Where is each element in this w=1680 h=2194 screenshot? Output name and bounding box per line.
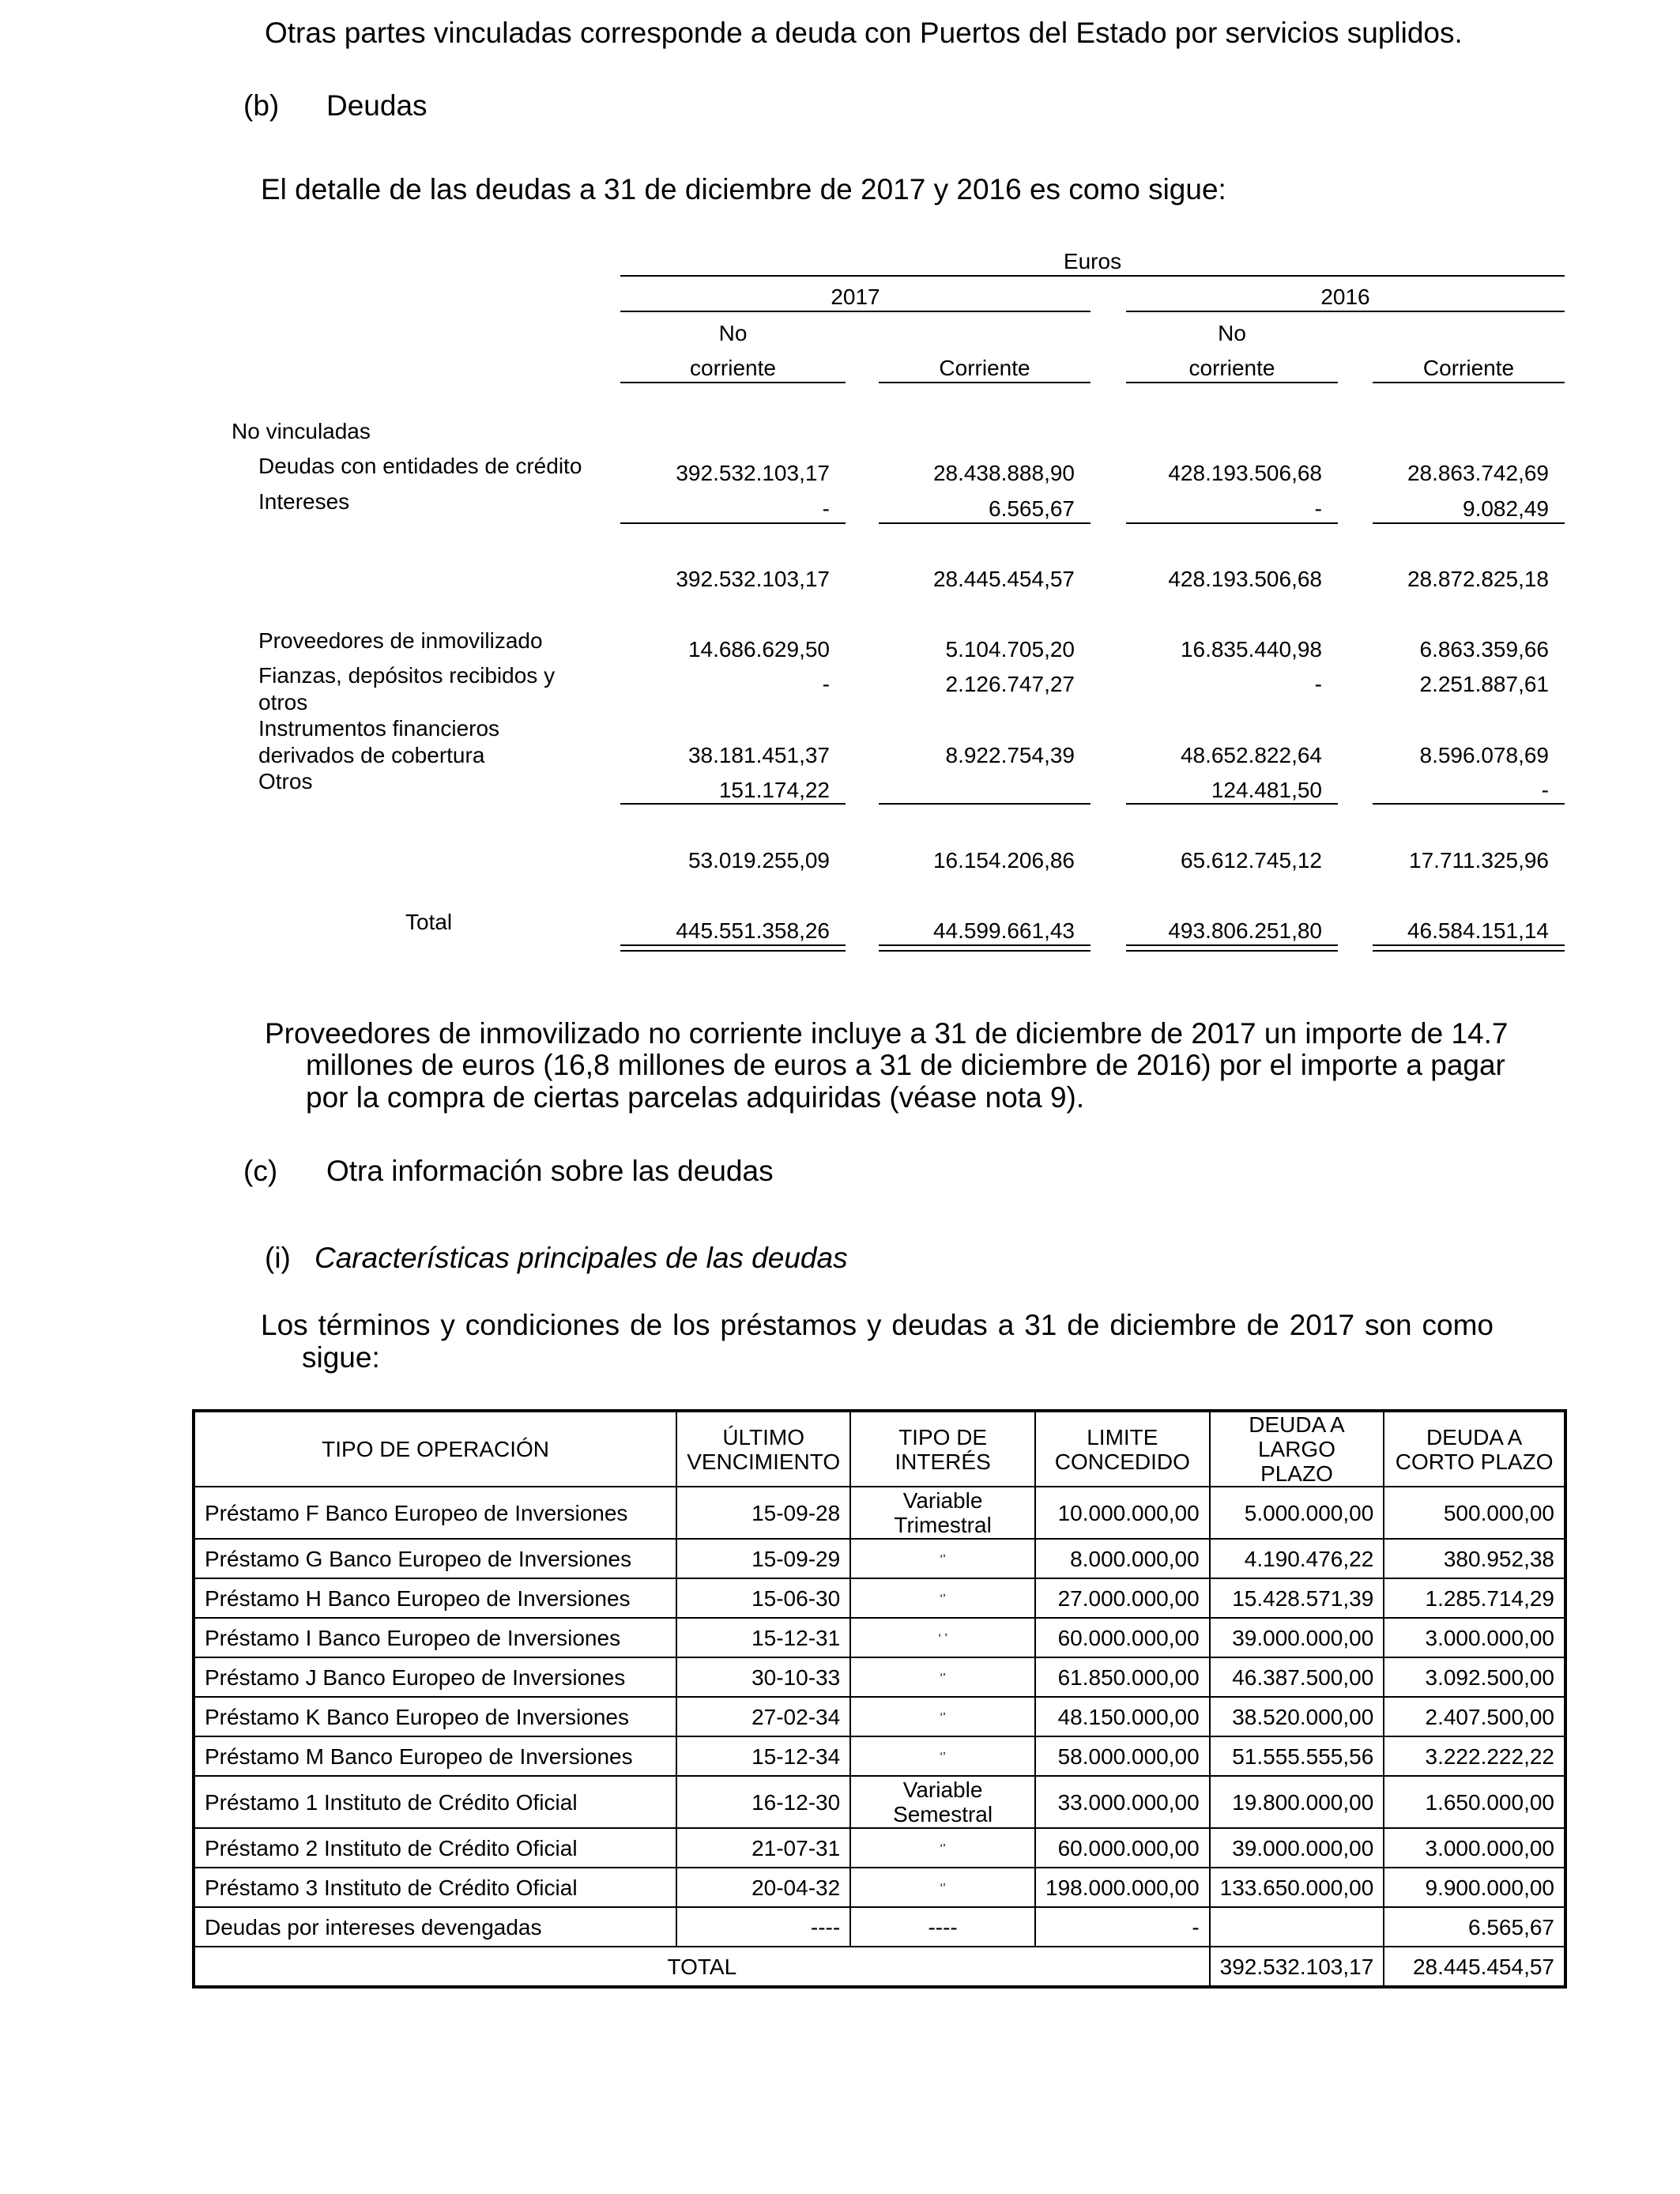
total-value: 493.806.251,80 [1168, 918, 1322, 943]
limit-cell: 33.000.000,00 [1035, 1776, 1210, 1828]
header-text: TIPO DE OPERACIÓN [322, 1437, 549, 1461]
maturity-cell: 15-12-34 [676, 1736, 850, 1776]
section-b-title: Deudas [326, 89, 428, 122]
short-term-cell: 500.000,00 [1384, 1487, 1565, 1539]
subtotal-value: 65.612.745,12 [1180, 848, 1322, 873]
row-value: 8.596.078,69 [1419, 743, 1549, 767]
table-row [194, 1657, 1565, 1697]
divider [620, 803, 846, 805]
operation-cell: Deudas por intereses devengadas [194, 1907, 676, 1947]
table-total-row [194, 1947, 1565, 1987]
row-value: 2.251.887,61 [1419, 672, 1549, 696]
operation-cell: Préstamo J Banco Europeo de Inversiones [194, 1657, 676, 1697]
limit-cell: 10.000.000,00 [1035, 1487, 1210, 1539]
interest-type-text: Variable [902, 1488, 983, 1513]
divider [879, 382, 1090, 383]
long-term-cell: 38.520.000,00 [1210, 1697, 1384, 1736]
limit-cell: 27.000.000,00 [1035, 1578, 1210, 1618]
short-term-cell: 3.222.222,22 [1384, 1736, 1565, 1776]
year-header-2016: 2016 [1320, 285, 1370, 309]
row-value: 28.863.742,69 [1407, 461, 1549, 485]
long-term-cell: 39.000.000,00 [1210, 1618, 1384, 1657]
double-underline [1126, 944, 1338, 952]
header-deuda-corto-plazo [1384, 1411, 1565, 1487]
row-value: 151.174,22 [718, 778, 830, 802]
operation-cell: Préstamo I Banco Europeo de Inversiones [194, 1618, 676, 1657]
interest-type-text: ‘’ [940, 1671, 946, 1685]
short-term-cell: 3.092.500,00 [1384, 1657, 1565, 1697]
long-term-cell: 15.428.571,39 [1210, 1578, 1384, 1618]
subtotal-value: 17.711.325,96 [1409, 848, 1549, 873]
interest-type-cell [850, 1776, 1035, 1828]
row-value: 392.532.103,17 [676, 461, 830, 485]
short-term-cell: 1.285.714,29 [1384, 1578, 1565, 1618]
total-largo-plazo: 392.532.103,17 [1210, 1947, 1384, 1987]
total-value: 46.584.151,14 [1407, 918, 1549, 943]
operation-cell: Préstamo F Banco Europeo de Inversiones [194, 1487, 676, 1539]
row-value: 5.104.705,20 [945, 637, 1075, 662]
interest-type-cell [850, 1578, 1035, 1618]
subtotal-value: 16.154.206,86 [932, 848, 1075, 873]
header-text: INTERÉS [895, 1449, 991, 1474]
interest-type-text: ‘’ [940, 1750, 946, 1764]
row-value: - [1314, 496, 1322, 521]
unit-header: Euros [1063, 249, 1122, 273]
subtotal-value: 28.445.454,57 [932, 567, 1075, 591]
maturity-cell: 20-04-32 [676, 1868, 850, 1907]
header-text: TIPO DE [898, 1424, 988, 1449]
short-term-cell: 9.900.000,00 [1384, 1868, 1565, 1907]
maturity-cell: 15-09-28 [676, 1487, 850, 1539]
long-term-cell: 4.190.476,22 [1210, 1539, 1384, 1578]
short-term-cell: 1.650.000,00 [1384, 1776, 1565, 1828]
interest-type-text: ‘’ [940, 1842, 946, 1856]
operation-cell: Préstamo 1 Instituto de Crédito Oficial [194, 1776, 676, 1828]
row-label: Proveedores de inmovilizado [258, 628, 543, 653]
maturity-cell: 27-02-34 [676, 1697, 850, 1736]
row-value: 38.181.451,37 [687, 743, 830, 767]
divider [879, 522, 1090, 524]
interest-type-text: ---- [928, 1914, 958, 1940]
total-label: Total [405, 910, 453, 934]
table-row [194, 1578, 1565, 1618]
col-header-line1: No [1218, 321, 1246, 345]
col-header-line2: Corriente [939, 356, 1030, 380]
note-line-1: Proveedores de inmovilizado no corriente incluye a 31 de diciembre de 2017 un importe de 14.7 [265, 1017, 1509, 1050]
table-row [194, 1907, 1565, 1947]
terms-intro-line-1: Los términos y condiciones de los préstamos y deudas a 31 de diciembre de 2017 son como [261, 1309, 1494, 1341]
short-term-cell: 3.000.000,00 [1384, 1618, 1565, 1657]
interest-type-text: ‘’ [940, 1881, 946, 1895]
interest-type-cell [850, 1736, 1035, 1776]
row-label: Instrumentos financieros [258, 716, 500, 741]
header-ultimo-vencimiento [676, 1411, 850, 1487]
interest-type-cell [850, 1868, 1035, 1907]
loan-terms-table [192, 1409, 1567, 1989]
note-line-2: millones de euros (16,8 millones de euros a 31 de diciembre de 2016) por el importe a pagar [306, 1049, 1505, 1081]
interest-type-cell [850, 1828, 1035, 1868]
divider [620, 522, 846, 524]
subtotal-value: 28.872.825,18 [1407, 567, 1549, 591]
header-text: VENCIMIENTO [687, 1449, 841, 1474]
section-c-marker: (c) [243, 1155, 278, 1187]
maturity-cell: ---- [676, 1907, 850, 1947]
interest-type-cell [850, 1618, 1035, 1657]
header-deuda-largo-plazo [1210, 1411, 1384, 1487]
short-term-cell: 6.565,67 [1384, 1907, 1565, 1947]
long-term-cell: 19.800.000,00 [1210, 1776, 1384, 1828]
limit-cell: 61.850.000,00 [1035, 1657, 1210, 1697]
limit-cell: 198.000.000,00 [1035, 1868, 1210, 1907]
maturity-cell: 30-10-33 [676, 1657, 850, 1697]
header-limite-concedido [1035, 1411, 1210, 1487]
interest-type-text: ‘’ [940, 1592, 946, 1606]
short-term-cell: 2.407.500,00 [1384, 1697, 1565, 1736]
divider [1126, 311, 1565, 312]
divider [620, 311, 1090, 312]
row-value: 6.863.359,66 [1419, 637, 1549, 662]
year-header-2017: 2017 [831, 285, 880, 309]
divider [620, 382, 846, 383]
terms-intro-line-2: sigue: [302, 1341, 380, 1374]
maturity-cell: 15-09-29 [676, 1539, 850, 1578]
header-text: DEUDA A [1426, 1424, 1523, 1449]
limit-cell: 48.150.000,00 [1035, 1697, 1210, 1736]
subtotal-value: 392.532.103,17 [676, 567, 830, 591]
divider [1126, 803, 1338, 805]
row-value: - [822, 496, 830, 521]
interest-type-cell [850, 1487, 1035, 1539]
interest-type-text: Variable [902, 1777, 983, 1802]
divider [1126, 522, 1338, 524]
limit-cell: 60.000.000,00 [1035, 1828, 1210, 1868]
col-header-line2: corriente [690, 356, 776, 380]
interest-type-text: Semestral [893, 1802, 993, 1826]
table-row [194, 1776, 1565, 1828]
double-underline [1373, 944, 1565, 952]
table-row [194, 1736, 1565, 1776]
subtotal-value: 428.193.506,68 [1168, 567, 1322, 591]
long-term-cell: 5.000.000,00 [1210, 1487, 1384, 1539]
interest-type-cell [850, 1697, 1035, 1736]
double-underline [620, 944, 846, 952]
subsection-i-title: Características principales de las deudas [315, 1242, 848, 1274]
row-label: Intereses [258, 489, 350, 514]
table-row [194, 1539, 1565, 1578]
col-header-line2: corriente [1188, 356, 1275, 380]
header-text: LARGO PLAZO [1257, 1437, 1335, 1486]
maturity-cell: 15-12-31 [676, 1618, 850, 1657]
operation-cell: Préstamo M Banco Europeo de Inversiones [194, 1736, 676, 1776]
row-value: - [822, 672, 830, 696]
row-value: 48.652.822,64 [1180, 743, 1322, 767]
limit-cell: 8.000.000,00 [1035, 1539, 1210, 1578]
header-tipo-interes [850, 1411, 1035, 1487]
section-b-marker: (b) [243, 89, 280, 122]
group-label: No vinculadas [232, 419, 371, 443]
intro-text: Otras partes vinculadas corresponde a deuda con Puertos del Estado por servicios suplidos. [265, 17, 1463, 49]
interest-type-cell [850, 1539, 1035, 1578]
header-text: ÚLTIMO [722, 1424, 805, 1449]
row-value: 428.193.506,68 [1168, 461, 1322, 485]
divider [879, 803, 1090, 805]
short-term-cell: 380.952,38 [1384, 1539, 1565, 1578]
divider [1373, 522, 1565, 524]
col-header-line2: Corriente [1422, 356, 1515, 380]
divider [1373, 803, 1565, 805]
row-value: 9.082,49 [1463, 496, 1549, 521]
long-term-cell: 51.555.555,56 [1210, 1736, 1384, 1776]
row-label: Deudas con entidades de crédito [258, 454, 582, 478]
divider [1126, 382, 1338, 383]
note-line-3: por la compra de ciertas parcelas adquiridas (véase nota 9). [306, 1081, 1085, 1114]
limit-cell: 60.000.000,00 [1035, 1618, 1210, 1657]
interest-type-cell [850, 1657, 1035, 1697]
total-value: 445.551.358,26 [676, 918, 830, 943]
row-value: - [1314, 672, 1322, 696]
row-value: 16.835.440,98 [1180, 637, 1322, 662]
divider [1373, 382, 1565, 383]
subtotal-value: 53.019.255,09 [687, 848, 830, 873]
operation-cell: Préstamo 2 Instituto de Crédito Oficial [194, 1828, 676, 1868]
total-value: 44.599.661,43 [932, 918, 1075, 943]
long-term-cell: 39.000.000,00 [1210, 1828, 1384, 1868]
table-row [194, 1868, 1565, 1907]
subsection-i-marker: (i) [265, 1242, 291, 1274]
maturity-cell: 21-07-31 [676, 1828, 850, 1868]
operation-cell: Préstamo K Banco Europeo de Inversiones [194, 1697, 676, 1736]
interest-type-text: ‘ ’ [938, 1631, 947, 1646]
interest-type-text: ‘’ [940, 1552, 946, 1566]
header-text: LIMITE [1087, 1424, 1158, 1449]
long-term-cell [1210, 1907, 1384, 1947]
long-term-cell: 133.650.000,00 [1210, 1868, 1384, 1907]
maturity-cell: 15-06-30 [676, 1578, 850, 1618]
interest-type-cell [850, 1907, 1035, 1947]
row-value: 28.438.888,90 [932, 461, 1075, 485]
operation-cell: Préstamo 3 Instituto de Crédito Oficial [194, 1868, 676, 1907]
header-text: CONCEDIDO [1054, 1449, 1190, 1474]
section-c-title: Otra información sobre las deudas [326, 1155, 774, 1187]
double-underline [879, 944, 1090, 952]
total-label: TOTAL [194, 1947, 1210, 1987]
row-value: 8.922.754,39 [945, 743, 1075, 767]
divider [620, 275, 1565, 277]
total-corto-plazo: 28.445.454,57 [1384, 1947, 1565, 1987]
debt-detail-intro: El detalle de las deudas a 31 de diciembre de 2017 y 2016 es como sigue: [261, 173, 1226, 205]
row-label-cont: derivados de cobertura [258, 743, 485, 767]
short-term-cell: 3.000.000,00 [1384, 1828, 1565, 1868]
row-value: 6.565,67 [989, 496, 1075, 521]
table-row [194, 1697, 1565, 1736]
table-row [194, 1487, 1565, 1539]
row-label: Fianzas, depósitos recibidos y [258, 663, 556, 688]
row-label: Otros [258, 769, 313, 794]
table-header-row [194, 1411, 1565, 1487]
header-text: CORTO PLAZO [1395, 1449, 1554, 1474]
row-value: 2.126.747,27 [945, 672, 1075, 696]
operation-cell: Préstamo G Banco Europeo de Inversiones [194, 1539, 676, 1578]
row-value: - [1541, 778, 1549, 802]
interest-type-text: Trimestral [894, 1513, 992, 1537]
col-header-line1: No [718, 321, 748, 345]
table-row [194, 1828, 1565, 1868]
long-term-cell: 46.387.500,00 [1210, 1657, 1384, 1697]
limit-cell: - [1035, 1907, 1210, 1947]
operation-cell: Préstamo H Banco Europeo de Inversiones [194, 1578, 676, 1618]
row-value: 14.686.629,50 [687, 637, 830, 662]
header-tipo-operacion [194, 1411, 676, 1487]
limit-cell: 58.000.000,00 [1035, 1736, 1210, 1776]
header-text: DEUDA A [1249, 1412, 1345, 1437]
row-value: 124.481,50 [1211, 778, 1322, 802]
table-row [194, 1618, 1565, 1657]
interest-type-text: ‘’ [940, 1710, 946, 1725]
maturity-cell: 16-12-30 [676, 1776, 850, 1828]
row-label-cont: otros [258, 690, 308, 714]
